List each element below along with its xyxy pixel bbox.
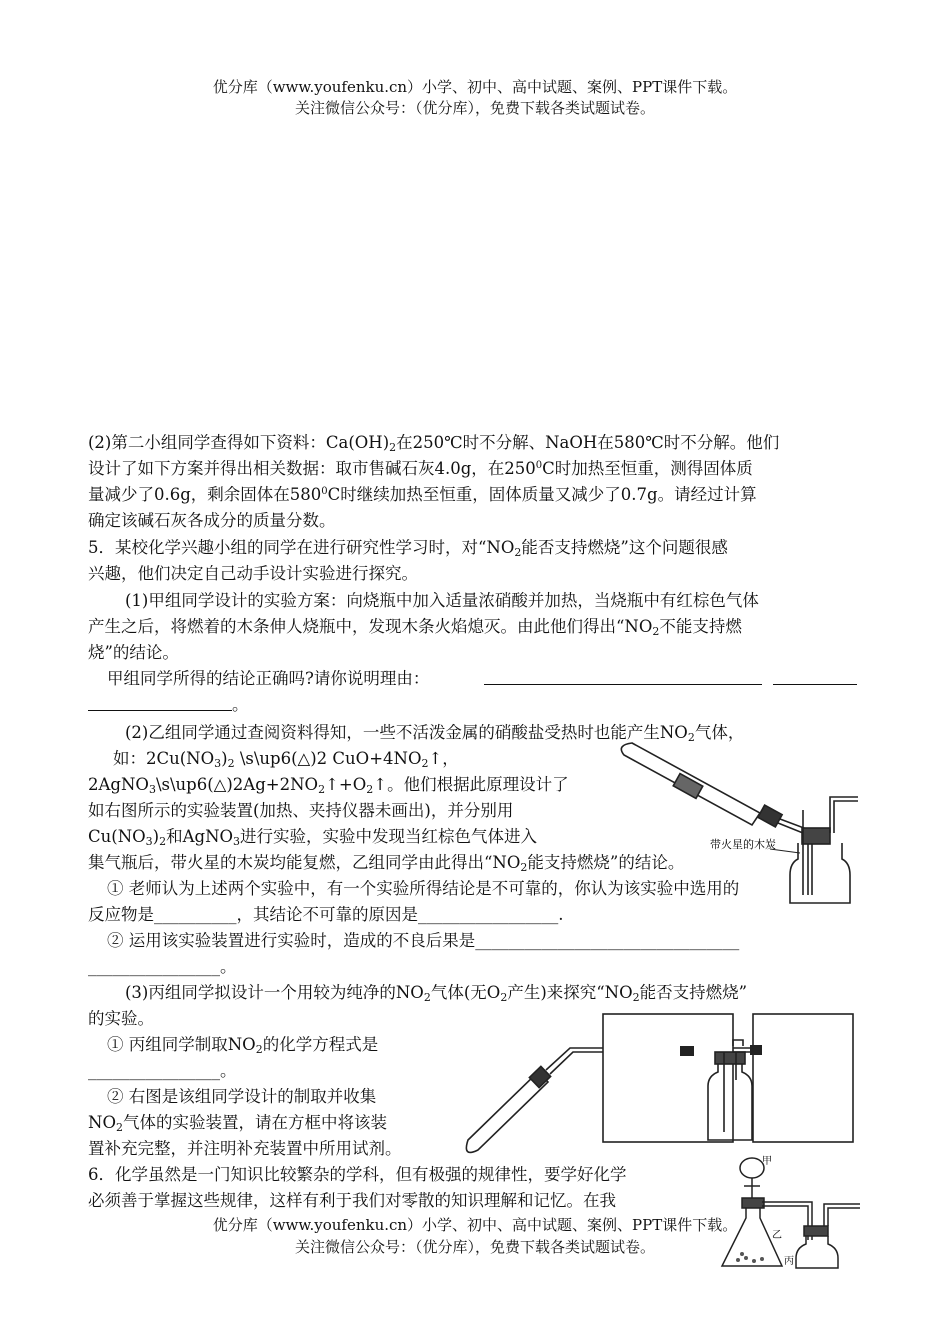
q5-part3-line1: (3)丙组同学拟设计一个用较为纯净的$NO_2$气体(无$O_2$产生)来探究“$NO_2$能否支持燃烧” <box>125 983 748 1004</box>
gas-generation-apparatus-figure <box>712 1150 862 1270</box>
q5-part1-line2: 产生之后，将燃着的木条伸人烧瓶中，发现木条火焰熄灭。由此他们得出“$NO_2$不能支持燃 <box>88 617 742 638</box>
answer-blank-line <box>484 684 762 685</box>
q5-part2-line4: 如右图所示的实验装置(加热、夹持仪器未画出)，并分别用 <box>88 801 514 820</box>
q5-part2-line6: 集气瓶后，带火星的木炭均能复燃，乙组同学由此得出“$NO_2$能支持燃烧”的结论。 <box>88 853 685 874</box>
q4-part2-line3: 量减少了0.6g，剩余固体在$580^0C$时继续加热至恒重，固体质量又减少了0.7g。请经过计算 <box>88 485 757 504</box>
q5-part3-subq1: ① 丙组同学制取$NO_2$的化学方程式是 <box>107 1035 379 1056</box>
answer-blank-end: 。 <box>232 695 249 714</box>
answer-blank-line <box>88 710 232 711</box>
q5-part2-subq1-line1: ① 老师认为上述两个实验中，有一个实验所得结论是不可靠的，你认为该实验中选用的 <box>107 879 740 898</box>
page-header-line2: 关注微信公众号：（优分库），免费下载各类试题试卷。 <box>294 99 655 117</box>
q6-line2: 必须善于掌握这些规律，这样有利于我们对零散的知识理解和记忆。在我 <box>88 1191 616 1210</box>
q6-line1: 6．化学虽然是一门知识比较繁杂的学科，但有极强的规律性，要学好化学 <box>88 1165 627 1184</box>
answer-blank-line <box>773 684 857 685</box>
label-jia: 甲 <box>762 1156 772 1167</box>
q5-part2-line5: $Cu(NO_3)_2$和AgNO$_3$进行实验，实验中发现当红棕色气体进入 <box>88 827 538 848</box>
q5-part3-subq1-blank: ________________。 <box>88 1061 237 1080</box>
label-bing: 丙 <box>784 1256 794 1267</box>
q4-part2-line4: 确定该碱石灰各成分的质量分数。 <box>88 511 336 530</box>
page-footer-line1: 优分库（www.youfenku.cn）小学、初中、高中试题、案例、PPT课件下载。 <box>212 1216 738 1234</box>
q5-part3-subq2-line3: 置补充完整，并注明补充装置中所用试剂。 <box>88 1139 402 1158</box>
q5-part2-line1: (2)乙组同学通过查阅资料得知，一些不活泼金属的硝酸盐受热时也能产生$NO_2$气体， <box>125 723 745 744</box>
q5-part3-line2: 的实验。 <box>88 1009 154 1028</box>
q5-part2-subq2-line1: ② 运用该实验装置进行实验时，造成的不良后果是________________________________ <box>107 931 740 950</box>
q5-part2-subq1-line2: 反应物是__________，其结论不可靠的原因是_________________. <box>88 905 564 924</box>
q5-part1-line3: 烧”的结论。 <box>88 643 179 662</box>
no2-collection-apparatus-figure <box>450 1010 860 1160</box>
q5-part3-subq2-line1: ② 右图是该组同学设计的制取并收集 <box>107 1087 377 1106</box>
label-yi: 乙 <box>772 1230 782 1241</box>
nitrate-heating-apparatus-figure <box>610 735 860 905</box>
q5-intro-line2: 兴趣，他们决定自己动手设计实验进行探究。 <box>88 564 418 583</box>
q5-part2-equation2: $2AgNO_3\backslash s\backslash up6(\triangle)2Ag+2NO_2↑+O_2↑$。他们根据此原理设计了 <box>88 775 569 796</box>
q5-part2-equation1: 如：$2Cu(NO_3)_2$ \s\up6(△)2 $CuO+4NO_2↑$， <box>113 749 459 770</box>
q5-part3-subq2-line2: $NO_2$气体的实验装置，请在方框中将该装 <box>88 1113 387 1134</box>
q4-part2-line1: (2)第二小组同学查得如下资料：$Ca(OH)_2$在250℃时不分解、NaOH在580℃时不分解。他们 <box>88 433 780 454</box>
q5-part1-line1: (1)甲组同学设计的实验方案：向烧瓶中加入适量浓硝酸并加热，当烧瓶中有红棕色气体 <box>125 591 759 610</box>
q5-part2-subq2-line2: ________________。 <box>88 957 237 976</box>
page-footer-line2: 关注微信公众号：（优分库），免费下载各类试题试卷。 <box>294 1238 655 1256</box>
charcoal-label: 带火星的木炭 <box>710 838 776 851</box>
page-header-line1: 优分库（www.youfenku.cn）小学、初中、高中试题、案例、PPT课件下载。 <box>212 78 738 96</box>
q5-intro-line1: 5．某校化学兴趣小组的同学在进行研究性学习时，对“$NO_2$能否支持燃烧”这个问题很感 <box>88 538 728 559</box>
q4-part2-line2: 设计了如下方案并得出相关数据：取市售碱石灰4.0g，在$250^0C$时加热至恒重，测得固体质 <box>88 459 753 478</box>
q5-part1-question: 甲组同学所得的结论正确吗?请你说明理由： <box>107 669 430 688</box>
